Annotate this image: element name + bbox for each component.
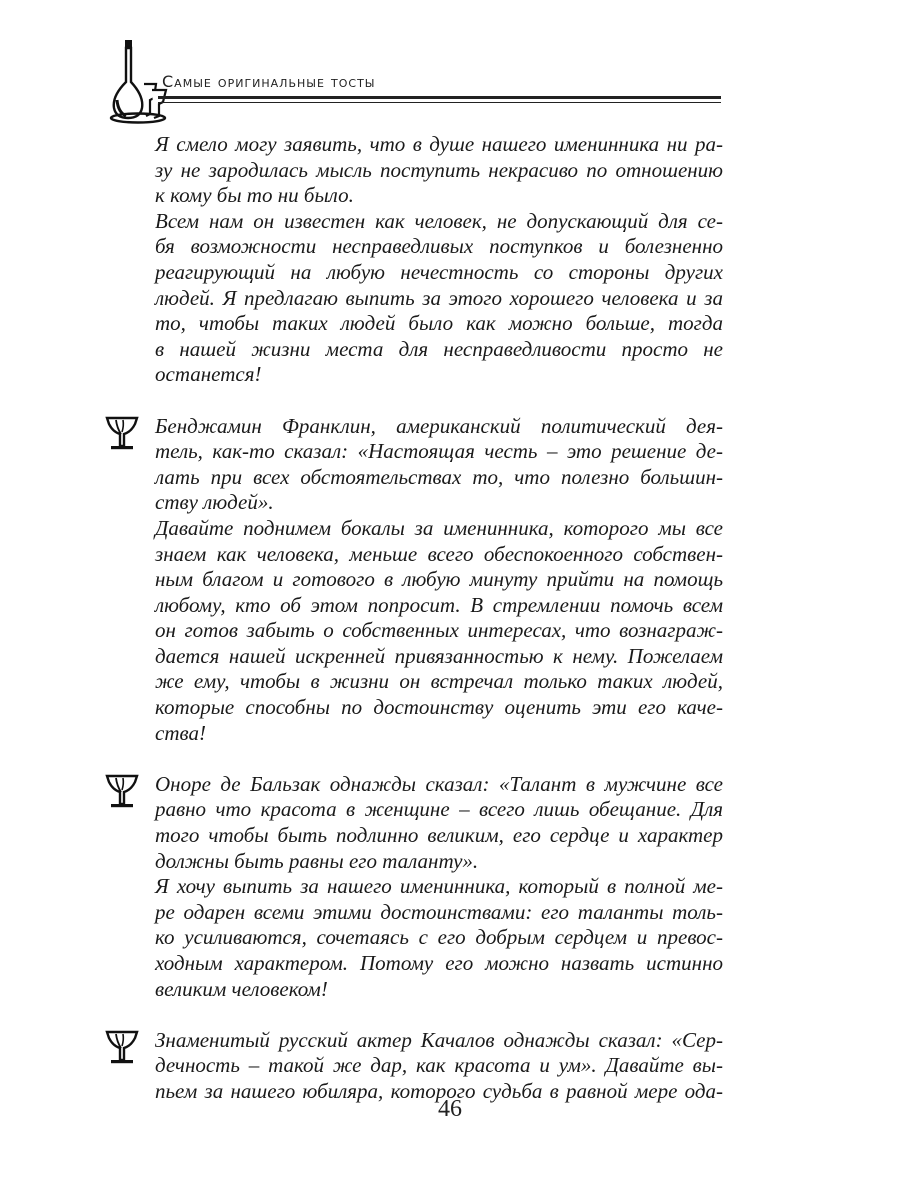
page-body [155,132,723,1105]
goblet-icon [105,1030,139,1066]
text-line: в нашей жизни места для несправедливости просто не [155,336,723,361]
text-line: же ему, чтобы в жизни он встречал только таких людей, [155,669,723,694]
text-line: которые способны по достоинству оценить эти его каче- [155,695,723,720]
text-line: Знаменитый русский актер Качалов однажды сказал: «Сер- [155,1027,723,1052]
text-line: ре одарен всеми этими достоинствами: его таланты толь- [155,899,723,924]
text-line: реагирующий на любую нечестность со стороны других [155,259,723,284]
text-line: лать при всех обстоятельствах то, что полезно большин- [155,464,723,489]
text-line: то, чтобы таких людей было как можно больше, тогда [155,311,723,336]
text-line: останется! [155,362,262,387]
text-line: бя возможности несправедливых поступков и болезненно [155,234,723,259]
text-line: пьем за нашего юбиляра, которого судьба в равной мере ода- [155,1078,723,1103]
text-line: ко усиливаются, сочетаясь с его добрым сердцем и превос- [155,925,723,950]
toast-block-3 [155,772,723,1002]
text-line: должны быть равны его таланту». [155,848,479,873]
text-line: Я хочу выпить за нашего именинника, который в полной ме- [155,874,723,899]
text-line: дечность – такой же дар, как красота и ум». Давайте вы- [155,1053,723,1078]
text-line: равно что красота в женщине – всего лишь обещание. Для [155,797,723,822]
header-rule [158,96,721,103]
page-number: 46 [438,1096,462,1122]
goblet-icon [105,416,139,452]
text-line: того чтобы быть подлинно великим, его сердце и характер [155,823,723,848]
text-line: Оноре де Бальзак однажды сказал: «Талант в мужчине все [155,771,723,796]
text-line: ходным характером. Потому его можно назвать истинно [155,951,723,975]
toast-paragraph [155,414,723,747]
running-title: Самые оригинальные тосты [162,72,376,91]
text-line: знаем как человека, меньше всего обеспокоенного собствен- [155,541,723,566]
goblet-icon [105,774,139,810]
text-line: тель, как-то сказал: «Настоящая честь – это решение де- [155,439,723,464]
text-line: к кому бы то ни было. [155,183,354,208]
toast-block-2 [155,414,723,747]
text-line: Давайте поднимем бокалы за именинника, которого мы все [155,515,723,540]
toast-block-4 [155,1028,723,1105]
bottle-and-glasses-icon [108,38,170,124]
toast-block-1 [155,132,723,388]
text-line: Бенджамин Франклин, американский политический дея- [155,413,723,438]
text-line: зу не зародилась мысль поступить некрасиво по отношению [155,157,723,182]
text-line: людей. Я предлагаю выпить за этого хорошего человека и за [155,285,723,310]
toast-paragraph [155,1028,723,1105]
text-line: ства! [155,720,206,745]
text-line: ным благом и готового в любую минуту прийти на помощь [155,567,723,592]
text-line: любому, кто об этом попросит. В стремлении помочь всем [155,592,723,617]
text-line: великим человеком! [155,976,328,1001]
text-line: дается нашей искренней привязанностью к нему. Пожелаем [155,643,723,668]
toast-paragraph [155,132,723,388]
toast-paragraph [155,772,723,1002]
text-line: Я смело могу заявить, что в душе нашего именинника ни ра- [155,132,723,156]
text-line: ству людей». [155,490,274,515]
text-line: он готов забыть о собственных интересах, что вознаграж- [155,618,723,643]
text-line: Всем нам он известен как человек, не допускающий для се- [155,208,723,233]
